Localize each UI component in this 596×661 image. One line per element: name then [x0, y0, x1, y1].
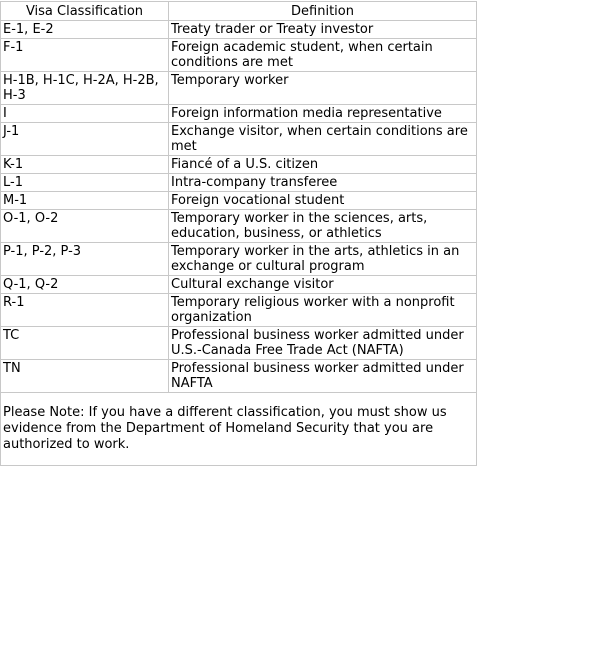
- visa-code: I: [1, 105, 169, 123]
- visa-definition: Temporary worker in the arts, athletics in an exchange or cultural program: [169, 243, 477, 276]
- visa-code: O-1, O-2: [1, 210, 169, 243]
- visa-code: F-1: [1, 39, 169, 72]
- table-row: [1, 21, 477, 39]
- visa-code: L-1: [1, 174, 169, 192]
- visa-classification-table: [0, 1, 477, 466]
- visa-definition: Temporary worker in the sciences, arts, education, business, or athletics: [169, 210, 477, 243]
- table-row: [1, 174, 477, 192]
- visa-code: E-1, E-2: [1, 21, 169, 39]
- visa-definition: Intra-company transferee: [169, 174, 477, 192]
- table-row: [1, 360, 477, 393]
- table-row: [1, 123, 477, 156]
- visa-definition: Foreign vocational student: [169, 192, 477, 210]
- table-row: [1, 72, 477, 105]
- table-header-row: [1, 2, 477, 21]
- visa-definition: Foreign academic student, when certain conditions are met: [169, 39, 477, 72]
- please-note: Please Note: If you have a different classification, you must show us evidence from the Department of Homeland Security that you are authorized to work.: [1, 393, 477, 466]
- visa-code: TN: [1, 360, 169, 393]
- visa-code: TC: [1, 327, 169, 360]
- table-row: [1, 276, 477, 294]
- visa-definition: Professional business worker admitted under NAFTA: [169, 360, 477, 393]
- table-row: [1, 156, 477, 174]
- visa-code: R-1: [1, 294, 169, 327]
- table-row: [1, 210, 477, 243]
- visa-code: M-1: [1, 192, 169, 210]
- visa-code: Q-1, Q-2: [1, 276, 169, 294]
- visa-code: H-1B, H-1C, H-2A, H-2B, H-3: [1, 72, 169, 105]
- visa-definition: Exchange visitor, when certain conditions are met: [169, 123, 477, 156]
- visa-definition: Foreign information media representative: [169, 105, 477, 123]
- visa-definition: Fiancé of a U.S. citizen: [169, 156, 477, 174]
- visa-definition: Temporary worker: [169, 72, 477, 105]
- table-row: [1, 294, 477, 327]
- visa-definition: Cultural exchange visitor: [169, 276, 477, 294]
- visa-code: K-1: [1, 156, 169, 174]
- table-row: [1, 327, 477, 360]
- visa-code: P-1, P-2, P-3: [1, 243, 169, 276]
- header-visa-classification: Visa Classification: [1, 2, 169, 21]
- note-row: [1, 393, 477, 466]
- visa-definition: Professional business worker admitted under U.S.-Canada Free Trade Act (NAFTA): [169, 327, 477, 360]
- table-row: [1, 243, 477, 276]
- visa-definition: Treaty trader or Treaty investor: [169, 21, 477, 39]
- header-definition: Definition: [169, 2, 477, 21]
- table-row: [1, 39, 477, 72]
- table-row: [1, 105, 477, 123]
- table-row: [1, 192, 477, 210]
- visa-definition: Temporary religious worker with a nonprofit organization: [169, 294, 477, 327]
- visa-code: J-1: [1, 123, 169, 156]
